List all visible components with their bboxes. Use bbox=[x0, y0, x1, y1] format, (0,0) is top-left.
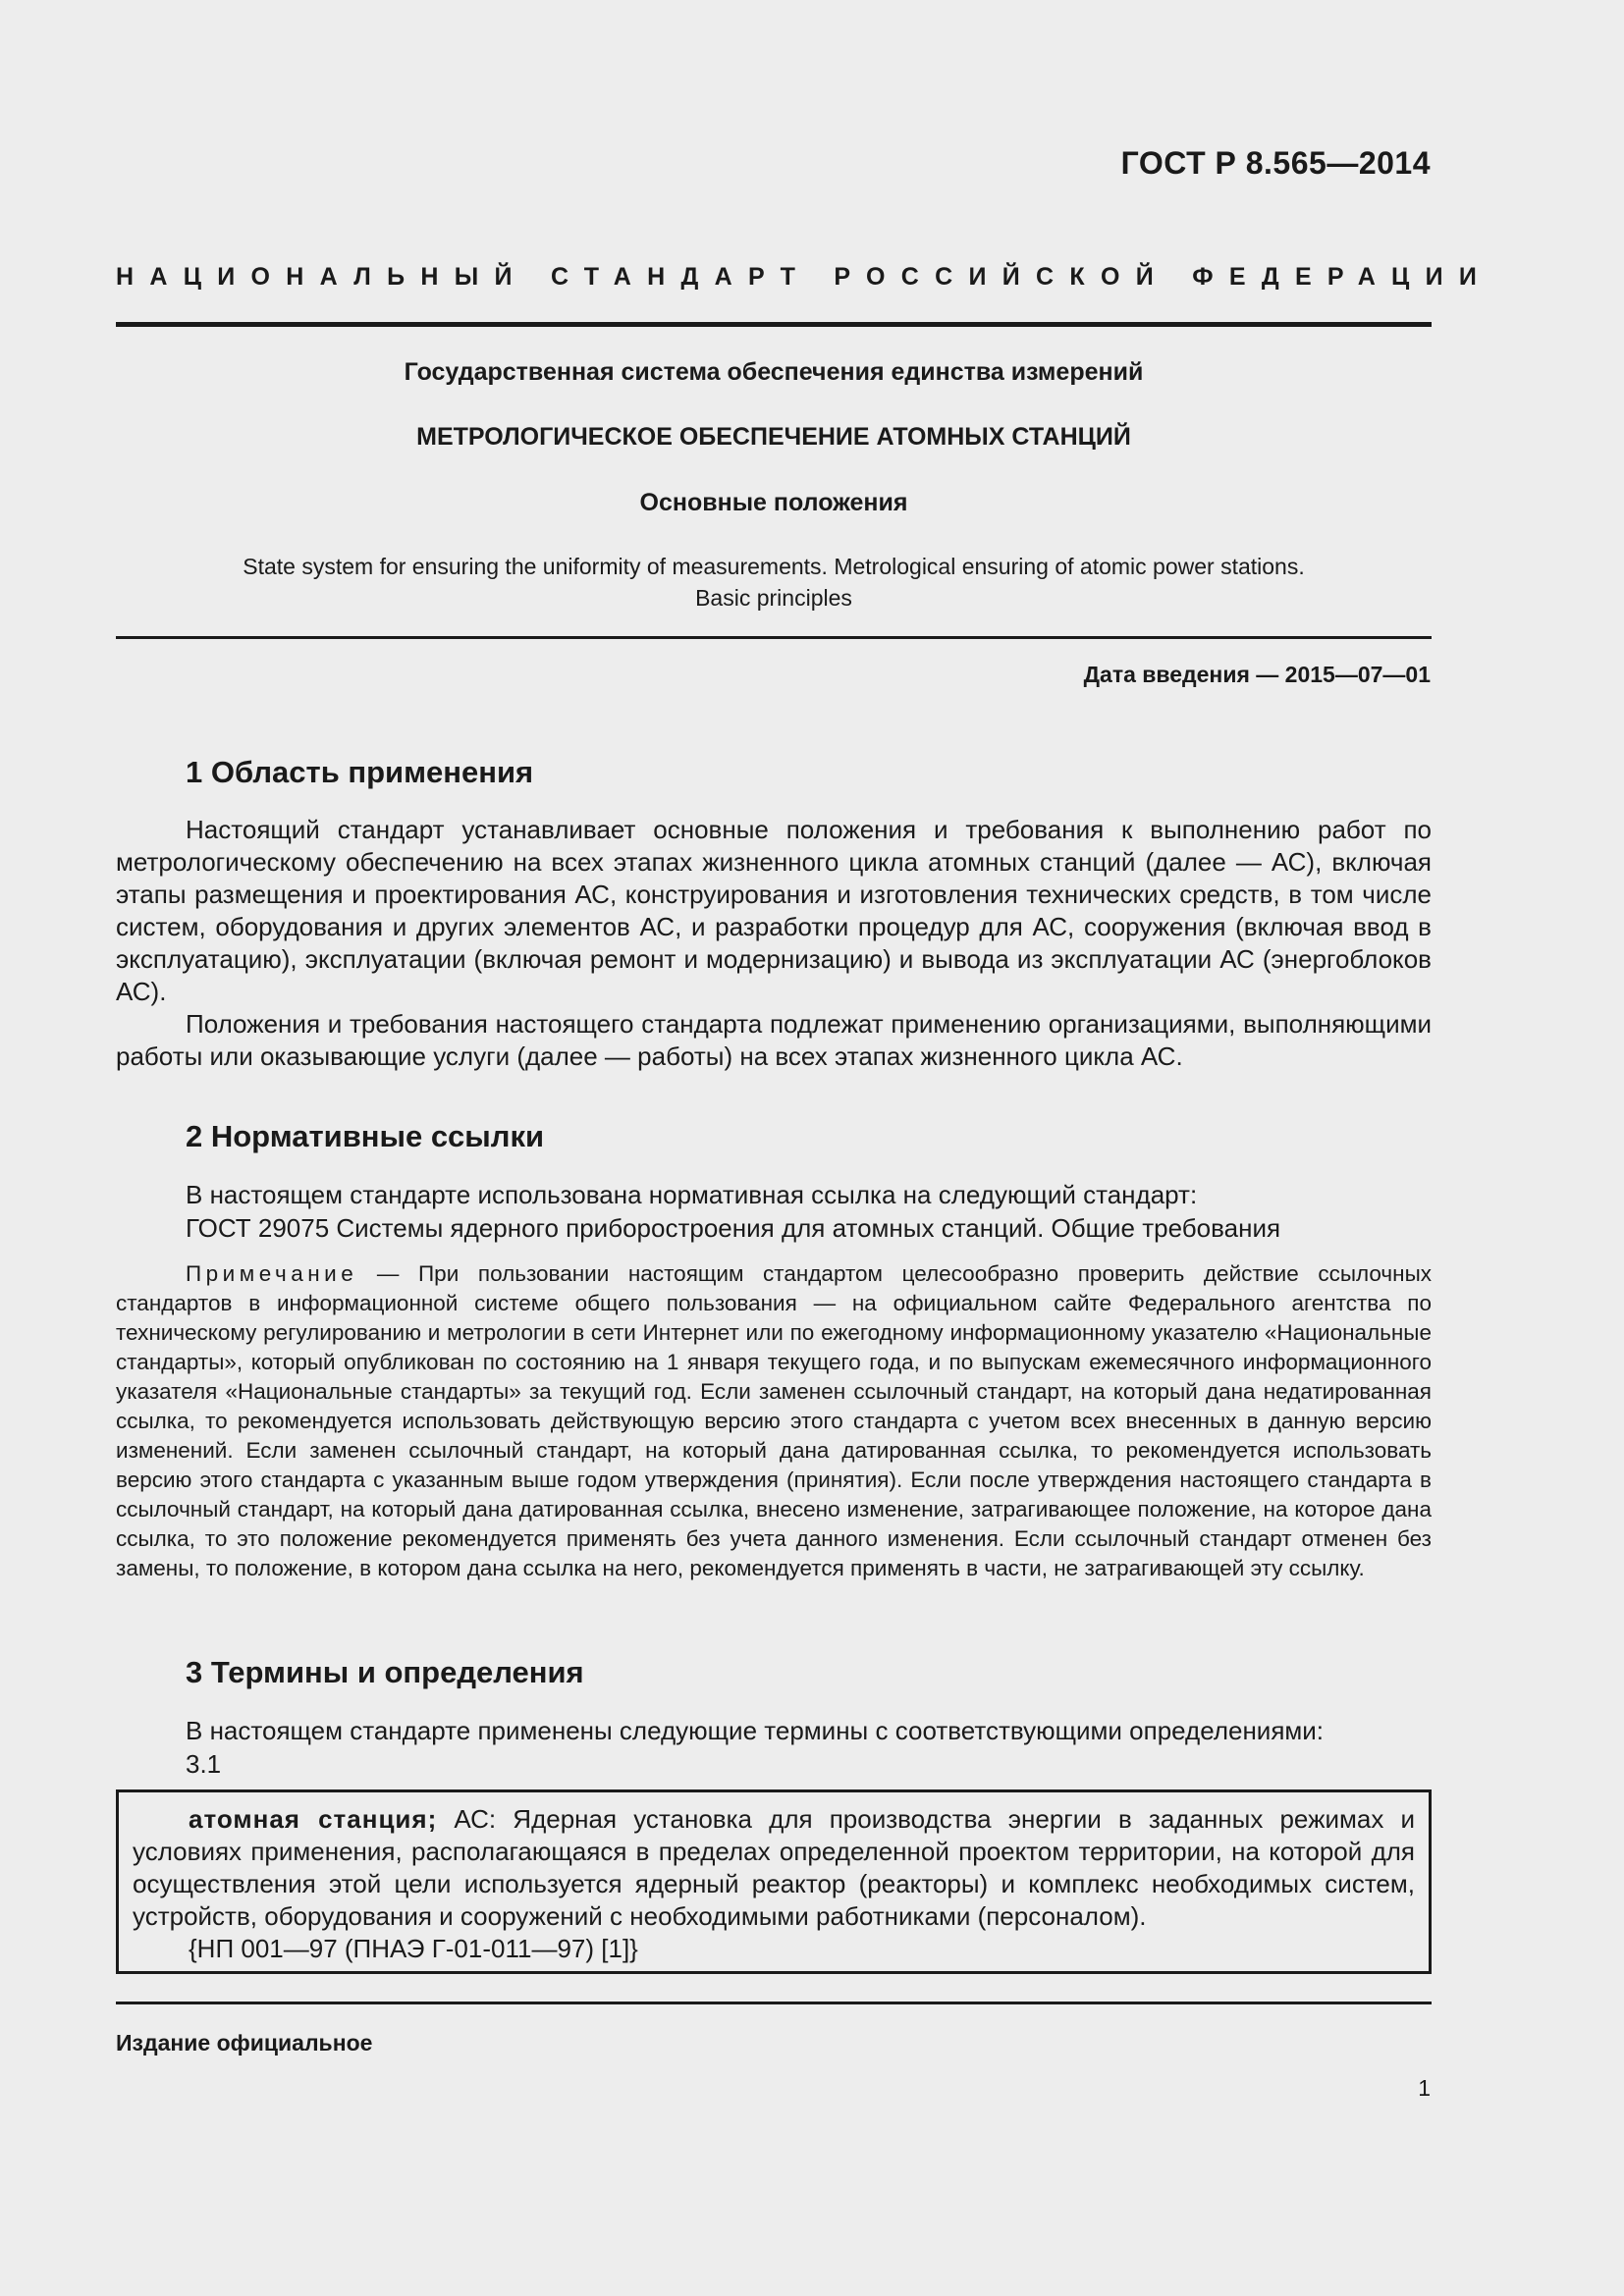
section-heading: 3 Термины и определения bbox=[186, 1655, 584, 1689]
english-title-line: Basic principles bbox=[695, 585, 852, 611]
footer-divider bbox=[116, 2002, 1432, 2004]
definition-source: {НП 001—97 (ПНАЭ Г-01-011—97) [1]} bbox=[189, 1934, 638, 1963]
subtitle: Основные положения bbox=[639, 489, 908, 516]
edition-label: Издание официальное bbox=[116, 2030, 373, 2056]
definition: АС: Ядерная установка для производства энергии в заданных режимах и условиях применения, располагающаяся в пределах определенной проектом территории, на которой для осуществления этой цели используется ядерный реактор (реакторы) и комплекс необходимых систем, устройств, оборудования и сооружений с необходимыми работниками (персоналом). bbox=[133, 1804, 1415, 1931]
introduction-date: Дата введения — 2015—07—01 bbox=[1083, 662, 1431, 687]
note bbox=[116, 1259, 1432, 1583]
paragraph: Настоящий стандарт устанавливает основные положения и требования к выполнению работ по метрологическому обеспечению на всех этапах жизненного цикла атомных станций (далее — АС), включая этапы размещения и проектирования АС, конструирования и изготовления технических средств, в том числе систем, оборудования и других элементов АС, и разработки процедур для АС, сооружения (включая ввод в эксплуатацию), эксплуатации (включая ремонт и модернизацию) и вывода из эксплуатации АС (энергоблоков АС). bbox=[116, 815, 1432, 1006]
term: атомная станция; bbox=[189, 1804, 438, 1834]
title-divider bbox=[116, 636, 1432, 639]
paragraph: В настоящем стандарте применены следующие термины с соответствующими определениями: bbox=[186, 1716, 1325, 1745]
main-title: МЕТРОЛОГИЧЕСКОЕ ОБЕСПЕЧЕНИЕ АТОМНЫХ СТАНЦИЙ bbox=[416, 423, 1131, 451]
section-heading: 2 Нормативные ссылки bbox=[186, 1119, 545, 1153]
system-title: Государственная система обеспечения единства измерений bbox=[404, 358, 1144, 386]
header-divider bbox=[116, 322, 1432, 327]
national-standard-banner: НАЦИОНАЛЬНЫЙ СТАНДАРТ РОССИЙСКОЙ ФЕДЕРАЦИИ bbox=[116, 263, 1493, 291]
definition-box bbox=[116, 1789, 1432, 1974]
section-body bbox=[116, 814, 1432, 1073]
note-text: — При пользовании настоящим стандартом целесообразно проверить действие ссылочных стандартов в информационной системе общего пользования — на официальном сайте Федерального агентства по техническому регулированию и метрологии в сети Интернет или по ежегодному информационному указателю «Национальные стандарты», который опубликован по состоянию на 1 января текущего года, и по выпускам ежемесячного информационного указателя «Национальные стандарты» за текущий год. Если заменен ссылочный стандарт, на который дана недатированная ссылка, то рекомендуется использовать действующую версию этого стандарта с учетом всех внесенных в данную версию изменений. Если заменен ссылочный стандарт, на который дана датированная ссылка, то рекомендуется использовать версию этого стандарта с указанным выше годом утверждения (принятия). Если после утверждения настоящего стандарта в ссылочный стандарт, на который дана датированная ссылка, внесено изменение, затрагивающее положение, на которое дана ссылка, то это положение рекомендуется применять без учета данного изменения. Если ссылочный стандарт отменен без замены, то положение, в котором дана ссылка на него, рекомендуется применять в части, не затрагивающей эту ссылку. bbox=[116, 1261, 1432, 1580]
normative-reference: ГОСТ 29075 Системы ядерного приборостроения для атомных станций. Общие требования bbox=[186, 1213, 1281, 1243]
page-number: 1 bbox=[1418, 2075, 1431, 2101]
english-title-line: State system for ensuring the uniformity of measurements. Metrological ensuring of atomic power stations. bbox=[243, 554, 1305, 579]
section-heading: 1 Область применения bbox=[186, 755, 534, 789]
term-number: 3.1 bbox=[186, 1749, 222, 1779]
document-number: ГОСТ Р 8.565—2014 bbox=[1120, 145, 1431, 181]
paragraph: В настоящем стандарте использована нормативная ссылка на следующий стандарт: bbox=[186, 1180, 1198, 1209]
english-title bbox=[116, 551, 1432, 614]
note-label: Примечание bbox=[186, 1261, 358, 1286]
paragraph: Положения и требования настоящего стандарта подлежат применению организациями, выполняющими работы или оказывающие услуги (далее — работы) на всех этапах жизненного цикла АС. bbox=[116, 1009, 1432, 1071]
